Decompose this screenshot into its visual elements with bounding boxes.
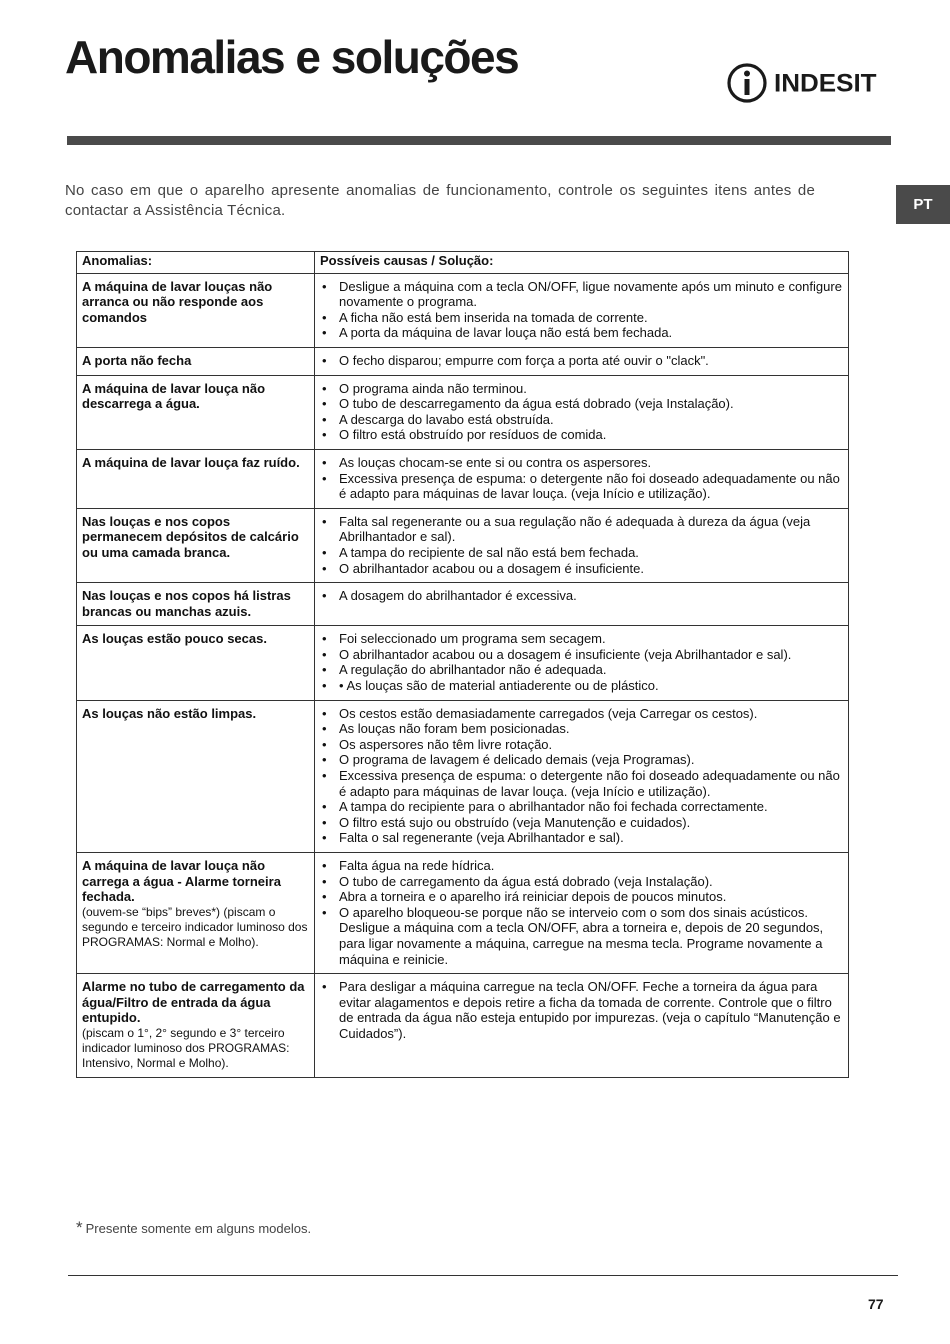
anomaly-cell (77, 273, 315, 347)
cause-item: • Os aspersores não têm livre rotação. (320, 737, 843, 753)
causes-list (320, 353, 843, 369)
indesit-logo-icon (726, 62, 768, 104)
cause-item: • A tampa do recipiente para o abrilhantador não foi fechada correctamente. (320, 799, 843, 815)
cause-item: • Desligue a máquina com a tecla ON/OFF, ligue novamente após um minuto e configure novamente o programa. (320, 279, 843, 310)
anomaly-cell (77, 508, 315, 582)
anomaly-title: Nas louças e nos copos permanecem depósitos de calcário ou uma camada branca. (82, 513, 299, 560)
footnote-text: Presente somente em alguns modelos. (85, 1221, 312, 1236)
table-row (77, 853, 849, 974)
table-header-row (77, 252, 849, 274)
page-title: Anomalias e soluções (65, 31, 519, 83)
anomaly-title: Alarme no tubo de carregamento da água/Filtro de entrada da água entupido. (82, 979, 305, 1026)
causes-cell (315, 583, 849, 626)
causes-cell (315, 273, 849, 347)
anomaly-cell (77, 449, 315, 508)
anomaly-title: As louças estão pouco secas. (82, 631, 267, 647)
cause-item: • Os cestos estão demasiadamente carregados (veja Carregar os cestos). (320, 706, 843, 722)
causes-list (320, 979, 843, 1041)
causes-cell (315, 449, 849, 508)
anomaly-cell (77, 583, 315, 626)
cause-item: • Falta sal regenerante ou a sua regulação não é adequada à dureza da água (veja Abrilhantador e sal). (320, 514, 843, 545)
cause-item: • As louças não foram bem posicionadas. (320, 721, 843, 737)
cause-item: • O abrilhantador acabou ou a dosagem é insuficiente (veja Abrilhantador e sal). (320, 647, 843, 663)
cause-item: • A descarga do lavabo está obstruída. (320, 412, 843, 428)
causes-cell (315, 853, 849, 974)
causes-list (320, 858, 843, 967)
cause-item: • Para desligar a máquina carregue na tecla ON/OFF. Feche a torneira da água para evitar alagamentos e depois retire a ficha da tomada de corrente. Controle que o filtro de entrada da água não esteja entupido por impurezas. (veja o capítulo “Manutenção e Cuidados”). (320, 979, 843, 1041)
causes-list (320, 381, 843, 443)
footnote-marker: * (76, 1218, 83, 1237)
anomaly-title: Nas louças e nos copos há listras brancas ou manchas azuis. (82, 588, 291, 619)
cause-item: • O programa ainda não terminou. (320, 381, 843, 397)
cause-item: • Falta o sal regenerante (veja Abrilhantador e sal). (320, 830, 843, 846)
cause-item: • Excessiva presença de espuma: o detergente não foi doseado adequadamente ou não é adapto para máquinas de lavar louça. (veja Início e utilização). (320, 471, 843, 502)
causes-list (320, 455, 843, 502)
table-row (77, 273, 849, 347)
cause-item: • A porta da máquina de lavar louça não está bem fechada. (320, 325, 843, 341)
cause-item: • As louças chocam-se ente si ou contra os aspersores. (320, 455, 843, 471)
language-tab: PT (896, 185, 950, 224)
cause-item: • O fecho disparou; empurre com força a porta até ouvir o "clack". (320, 353, 843, 369)
footer-divider (68, 1275, 898, 1276)
causes-cell (315, 700, 849, 852)
intro-text: No caso em que o aparelho apresente anomalias de funcionamento, controle os seguintes itens antes de contactar a Assistência Técnica. (65, 182, 815, 219)
table-row (77, 974, 849, 1078)
cause-item: • • As louças são de material antiaderente ou de plástico. (320, 678, 843, 694)
brand-wordmark: INDESIT (774, 68, 877, 97)
causes-list (320, 588, 843, 604)
cause-item: • Abra a torneira e o aparelho irá reiniciar depois de poucos minutos. (320, 889, 843, 905)
cause-item: • O tubo de carregamento da água está dobrado (veja Instalação). (320, 874, 843, 890)
cause-item: • O tubo de descarregamento da água está dobrado (veja Instalação). (320, 396, 843, 412)
footnote (76, 1218, 312, 1241)
anomaly-cell (77, 626, 315, 700)
cause-item: • O programa de lavagem é delicado demais (veja Programas). (320, 752, 843, 768)
causes-cell (315, 626, 849, 700)
cause-item: • A dosagem do abrilhantador é excessiva. (320, 588, 843, 604)
anomaly-title: As louças não estão limpas. (82, 705, 257, 721)
anomaly-note: (ouvem-se “bips” breves*) (piscam o segundo e terceiro indicador luminoso dos PROGRAMAS: Normal e Molho). (82, 904, 308, 949)
brand-logo (726, 62, 877, 104)
anomaly-cell (77, 853, 315, 974)
causes-list (320, 514, 843, 576)
column-header-anomalies: Anomalias: (77, 252, 315, 274)
anomaly-cell (77, 347, 315, 375)
anomaly-cell (77, 700, 315, 852)
anomaly-cell (77, 974, 315, 1078)
cause-item: • O abrilhantador acabou ou a dosagem é insuficiente. (320, 561, 843, 577)
cause-item: • Falta água na rede hídrica. (320, 858, 843, 874)
table-row (77, 375, 849, 449)
anomaly-title: A máquina de lavar louças não arranca ou não responde aos comandos (82, 278, 273, 325)
anomaly-note: (piscam o 1°, 2° segundo e 3° terceiro indicador luminoso dos PROGRAMAS: Intensivo, Normal e Molho). (82, 1025, 290, 1070)
causes-cell (315, 508, 849, 582)
anomaly-title: A máquina de lavar louça não carrega a água - Alarme torneira fechada. (82, 858, 281, 905)
cause-item: • A ficha não está bem inserida na tomada de corrente. (320, 310, 843, 326)
cause-item: • A regulação do abrilhantador não é adequada. (320, 662, 843, 678)
causes-cell (315, 375, 849, 449)
causes-cell (315, 974, 849, 1078)
anomaly-title: A máquina de lavar louça não descarrega a água. (82, 380, 266, 412)
page-number: 77 (868, 1296, 884, 1312)
table-row (77, 700, 849, 852)
anomaly-title: A máquina de lavar louça faz ruído. (82, 454, 300, 470)
causes-list (320, 631, 843, 693)
table-body (77, 273, 849, 1077)
table-row (77, 583, 849, 626)
troubleshooting-table (76, 251, 849, 1078)
table-row (77, 508, 849, 582)
cause-item: • O aparelho bloqueou-se porque não se interveio com o som dos sinais acústicos. Desligue a máquina com a tecla ON/OFF, abra a torneira e, depois de 20 segundos, para ligar novamente a máquina, carregue na mesma tecla. Programe novamente a máquina e reinicie. (320, 905, 843, 967)
cause-item: • O filtro está sujo ou obstruído (veja Manutenção e cuidados). (320, 815, 843, 831)
header-divider (67, 136, 891, 145)
column-header-causes: Possíveis causas / Solução: (315, 252, 849, 274)
causes-list (320, 279, 843, 341)
cause-item: • O filtro está obstruído por resíduos de comida. (320, 427, 843, 443)
anomaly-title: A porta não fecha (82, 352, 192, 368)
table-row (77, 347, 849, 375)
cause-item: • A tampa do recipiente de sal não está bem fechada. (320, 545, 843, 561)
causes-cell (315, 347, 849, 375)
anomaly-cell (77, 375, 315, 449)
causes-list (320, 706, 843, 846)
cause-item: • Excessiva presença de espuma: o detergente não foi doseado adequadamente ou não é adapto para máquinas de lavar louça. (veja Início e utilização). (320, 768, 843, 799)
cause-item: • Foi seleccionado um programa sem secagem. (320, 631, 843, 647)
table-row (77, 626, 849, 700)
table-row (77, 449, 849, 508)
